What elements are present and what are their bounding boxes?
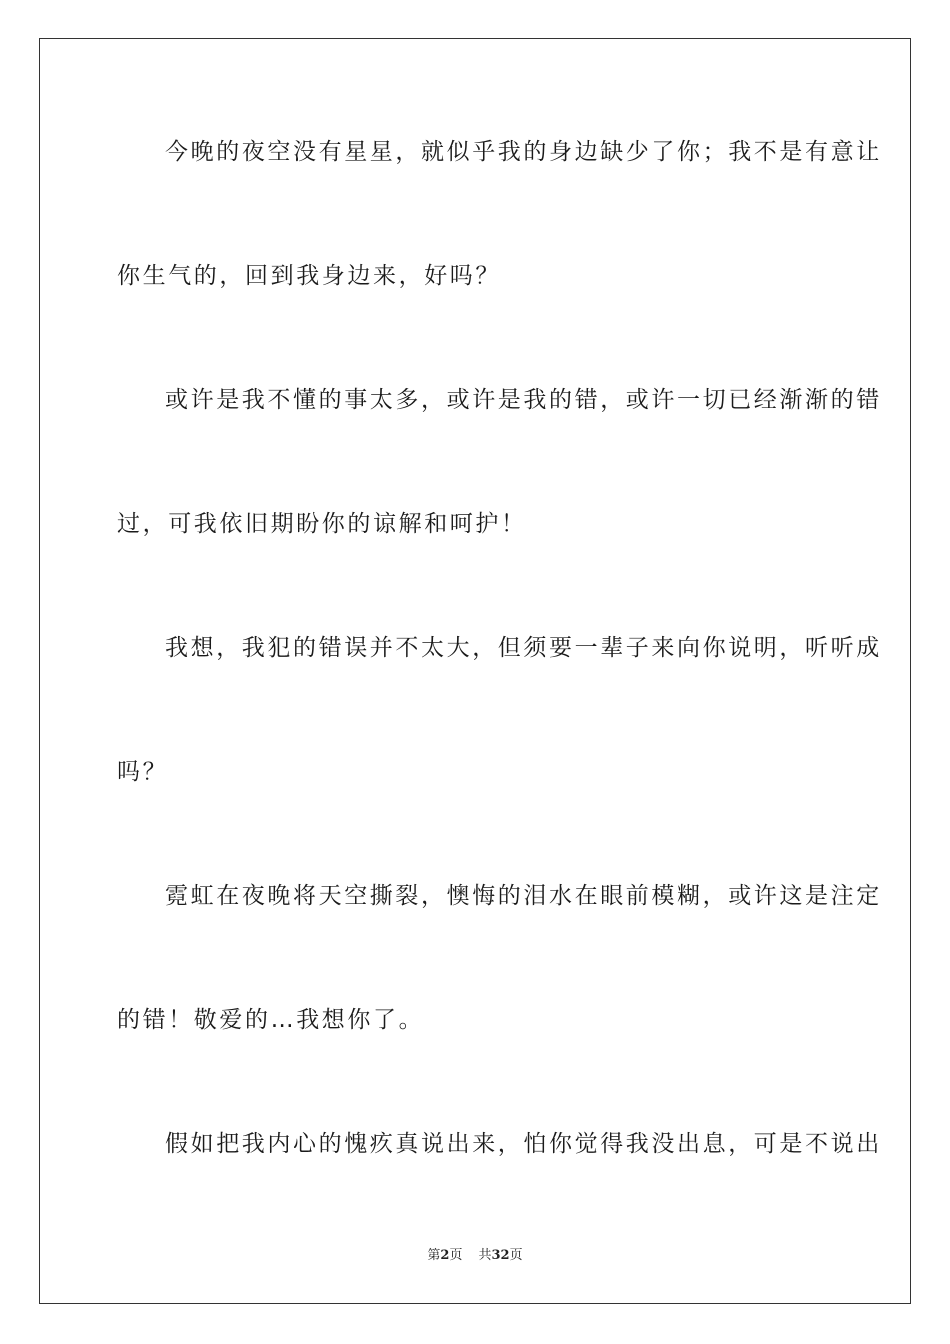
page-prefix: 第 bbox=[427, 1248, 441, 1263]
body-line-7: 霓虹在夜晚将天空撕裂，懊悔的泪水在眼前模糊，或许这是注定 bbox=[165, 883, 882, 909]
total-suffix: 页 bbox=[509, 1248, 523, 1263]
body-line-8: 的错！敬爱的…我想你了。 bbox=[117, 1007, 425, 1033]
total-pages: 32 bbox=[491, 1248, 510, 1263]
body-line-4: 过，可我依旧期盼你的谅解和呵护！ bbox=[117, 511, 527, 537]
body-line-1: 今晚的夜空没有星星，就似乎我的身边缺少了你；我不是有意让 bbox=[165, 139, 882, 165]
page-footer bbox=[0, 1247, 950, 1265]
total-prefix: 共 bbox=[478, 1248, 492, 1263]
page-suffix: 页 bbox=[449, 1248, 463, 1263]
body-line-6: 吗？ bbox=[117, 759, 169, 785]
body-line-3: 或许是我不懂的事太多，或许是我的错，或许一切已经渐渐的错 bbox=[165, 387, 882, 413]
body-line-5: 我想，我犯的错误并不太大，但须要一辈子来向你说明，听听成 bbox=[165, 635, 882, 661]
body-line-2: 你生气的，回到我身边来，好吗？ bbox=[117, 263, 501, 289]
page-border bbox=[39, 38, 911, 1304]
page-number: 2 bbox=[440, 1248, 450, 1263]
body-line-9: 假如把我内心的愧疚真说出来，怕你觉得我没出息，可是不说出 bbox=[165, 1131, 882, 1157]
